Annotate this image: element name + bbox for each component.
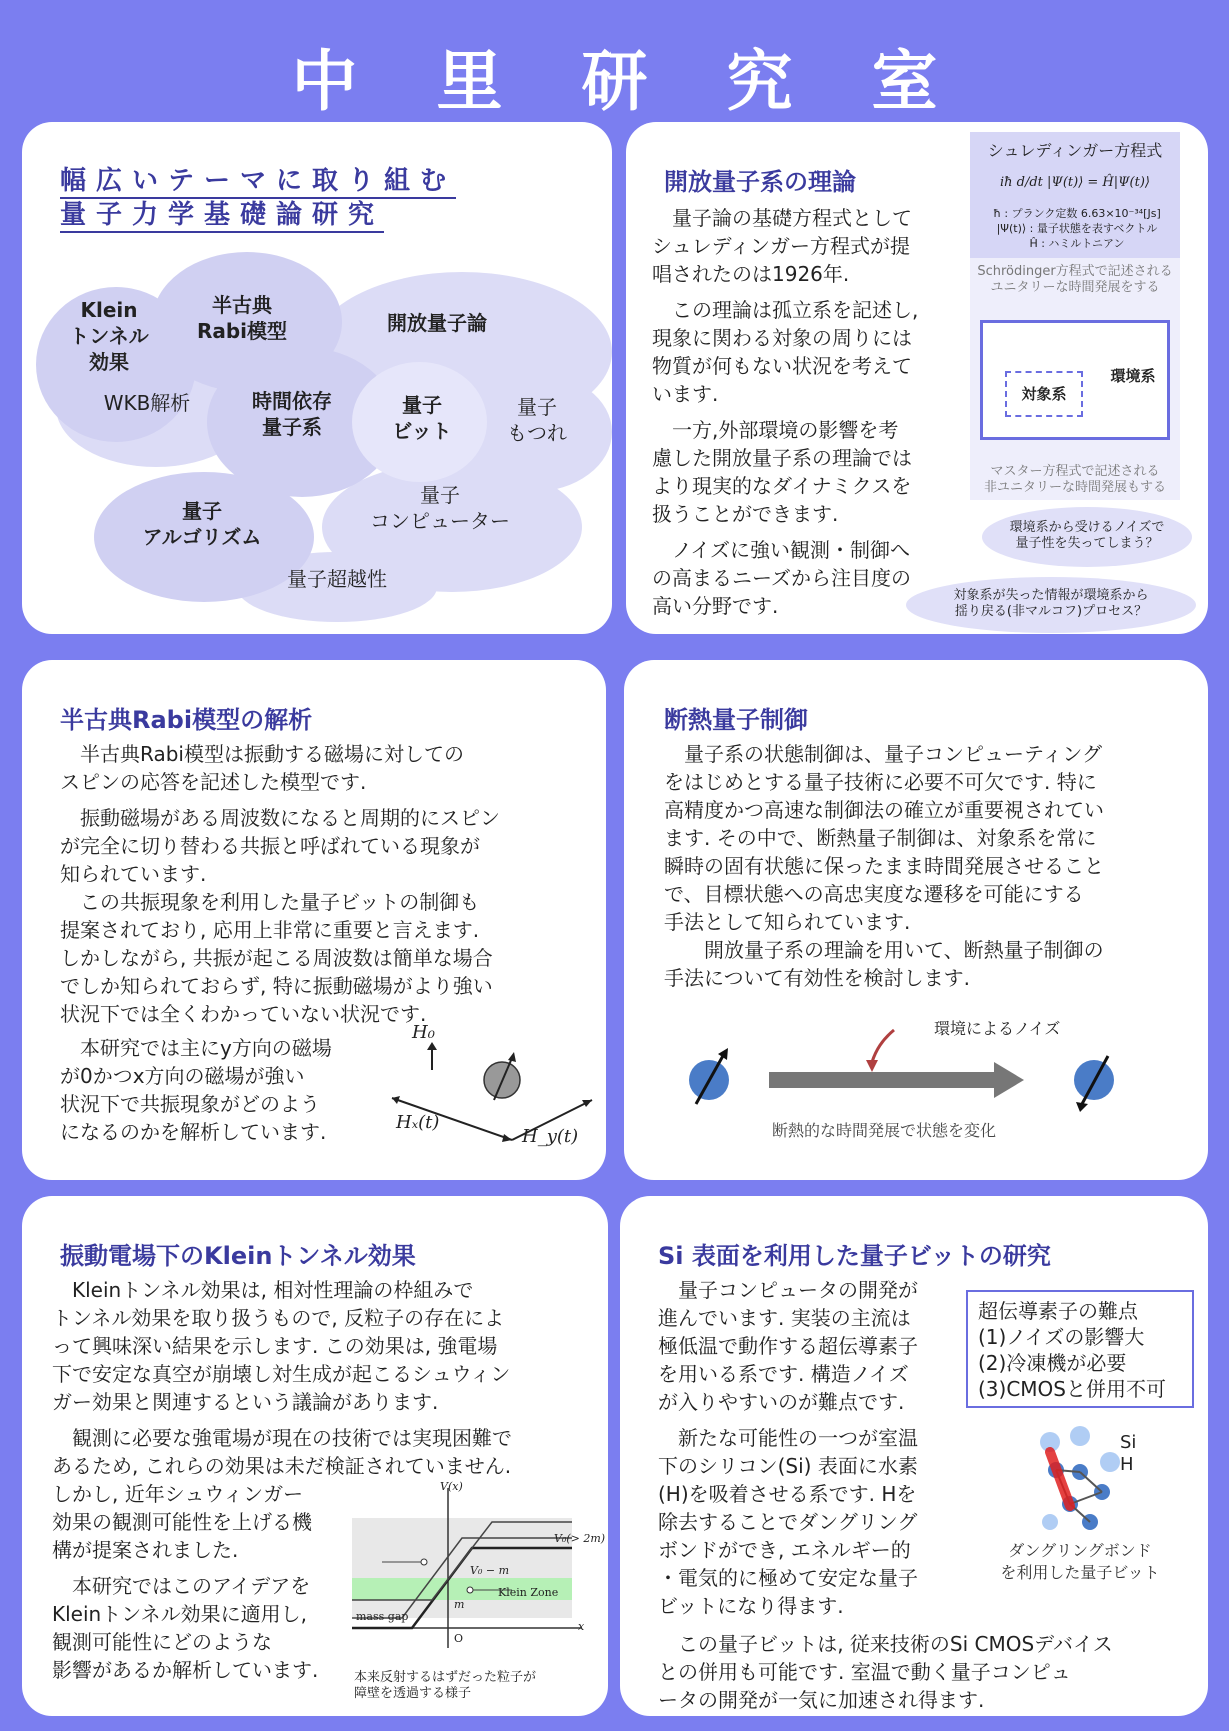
adiabatic-caption: 断熱的な時間発展で状態を変化 [771,1121,996,1140]
panel-si [620,1196,1208,1716]
adiabatic-text: 量子系の状態制御は、量子コンピューティング をはじめとする量子技術に必要不可欠です. 特に 高精度かつ高速な制御法の確立が重要視されてい ます. その中で、断熱量子制御は、対象系を常に 瞬時の固有状態に保ったまま時間発展させること で、目標状態への高忠実度な遷移を可能にする 手法として知られています. 開放量子系の理論を用いて、断熱量子制御の 手法について有効性を検討します. [664,742,1104,990]
si-label: Si [1120,1432,1137,1453]
klein-caption: 本来反射するはずだった粒子が 障壁を透過する様子 [354,1670,537,1701]
klein-para3: 本研究ではこのアイデアを Kleinトンネル効果に適用し, 観測可能性にどのような 影響があるか解析しています. [52,1574,319,1682]
klein-para1: Kleinトンネル効果は, 相対性理論の枠組みで トンネル効果を取り扱うもので, 反粒子の存在によ って興味深い結果を示します. この効果は, 強電場 下で安定な真空が崩壊し対生成が起こるシュウィン ガー効果と関連するという議論があります. [52,1278,511,1414]
open-para1: 量子論の基礎方程式として シュレディンガー方程式が提 唱されたのは1926年. [652,206,912,286]
fig-klein-label: Klein Zone [498,1586,559,1599]
label-hy: H_y(t) [522,1126,579,1147]
topic-klein: Klein トンネル 効果 [69,298,149,374]
panel-themes [22,122,612,634]
fig-v0-label: V₀(> 2m) [554,1532,606,1545]
topic-open: 開放量子論 [387,311,487,335]
topic-supremacy: 量子超越性 [287,567,387,591]
open-para2: この理論は孤立系を記述し, 現象に関わる対象の周りには 物質が何もない状況を考えて います. [652,298,919,406]
environment-box [980,320,1170,440]
superconductor-item-3: (3)CMOSと併用不可 [978,1377,1166,1401]
si-para1: 量子コンピュータの開発が 進んでいます. 実装の主流は 極低温で動作する超伝導素子 を用いる系です. 構造ノイズ が入りやすいのが難点です. [658,1278,918,1414]
equation-title: シュレディンガー方程式 [987,141,1163,160]
topic-wkb: WKB解析 [103,391,191,415]
open-para4: ノイズに強い観測・制御へ の高まるニーズから注目度の 高い分野です. [652,538,911,618]
noise-label: 環境によるノイズ [934,1019,1061,1038]
superconductor-item-2: (2)冷凍機が必要 [978,1351,1127,1375]
si-heading: Si 表面を利用した量子ビットの研究 [658,1242,1051,1270]
rabi-para3: 本研究では主にy方向の磁場 が0かつx方向の磁場が強い 状況下で共振現象がどのよう になるのかを解析しています. [60,1036,332,1144]
panel-open-quantum [626,122,1208,634]
fig-vx-label: V(x) [440,1480,463,1493]
equation-formula: iħ d/dt |Ψ(t)⟩ = Ĥ|Ψ(t)⟩ [1000,175,1150,190]
h-label: H [1120,1454,1134,1475]
environment-label: 環境系 [1110,367,1156,385]
topic-time: 時間依存 量子系 [252,389,332,439]
superconductor-item-1: (1)ノイズの影響大 [978,1325,1145,1349]
klein-heading: 振動電場下のKleinトンネル効果 [60,1242,416,1270]
panel-klein [22,1196,608,1716]
panel-rabi [22,660,606,1180]
cloud-nonmarkov-text: 対象系が失った情報が環境系から 揺り戻る(非マルコフ)プロセス？ [953,588,1149,619]
fig-x-label: x [578,1620,585,1633]
fig-o-label: O [454,1632,464,1645]
topic-algorithm: 量子 アルゴリズム [142,499,262,549]
topic-rabi: 半古典 Rabi模型 [196,293,288,343]
label-hx: Hₓ(t) [396,1112,440,1133]
label-h0: H₀ [412,1022,435,1043]
themes-heading-line2: 量子力学基礎論研究 [60,194,384,233]
panel-adiabatic [624,660,1208,1180]
superconductor-box [966,1290,1194,1408]
fig-m-label: m [454,1598,465,1611]
si-para2: 新たな可能性の一つが室温 下のシリコン(Si) 表面に水素 (H)を吸着させる系です. Hを 除去することでダングリング ボンドができ, エネルギー的 ・電気的に極めて安定な量子 ビットになり得ます. [658,1426,918,1618]
topic-computer: 量子 コンピューター [370,483,510,533]
equation-legend: ħ : プランク定数 6.63×10⁻³⁴[Js] |Ψ(t)⟩ : 量子状態を表すベクトル Ĥ : ハミルトニアン [993,207,1161,250]
adiabatic-diagram [664,1010,1184,1130]
open-para3: 一方,外部環境の影響を考 慮した開放量子系の理論では より現実的なダイナミクスを 扱うことができます. [652,418,912,526]
nonunitary-note: マスター方程式で記述される 非ユニタリーな時間発展もする [983,464,1166,495]
rabi-para1: 半古典Rabi模型は振動する磁場に対しての スピンの応答を記述した模型です. [60,742,464,794]
page-title: 中 里 研 究 室 [291,43,966,120]
fig-mass-label: mass gap [356,1610,409,1623]
themes-heading-line1: 幅広いテーマに取り組む [60,160,456,199]
topic-entangle: 量子 もつれ [507,395,567,445]
topic-qubit: 量子 ビット [392,393,452,443]
si-para3: この量子ビットは, 従来技術のSi CMOSデバイス との併用も可能です. 室温で動く量子コンピュ ータの開発が一気に加速され得ます. [658,1632,1113,1712]
equation-box [970,132,1180,262]
rabi-para2: 振動磁場がある周波数になると周期的にスピン が完全に切り替わる共振と呼ばれている現象が 知られています. この共振現象を利用した量子ビットの制御も 提案されており, 応用上非常に重要と言えます. しかしながら, 共振が起こる周波数は簡単な場合 でしか知られておらず, 特に振動磁場がより強い 状況下では全くわかっていない状況です. [60,806,500,1026]
rabi-heading: 半古典Rabi模型の解析 [60,706,313,734]
adiabatic-heading: 断熱量子制御 [664,706,808,734]
open-quantum-text [652,204,942,628]
unitary-note: Schrödinger方程式で記述される ユニタリーな時間発展をする [977,264,1173,295]
open-quantum-heading: 開放量子系の理論 [664,168,856,196]
spin-diagram [382,1020,602,1180]
fig-v0m-label: V₀ − m [470,1564,509,1577]
superconductor-title: 超伝導素子の難点 [978,1299,1138,1323]
klein-para2: 観測に必要な強電場が現在の技術では実現困難で あるため, これらの効果は未だ検証されていません. しかし, 近年シュウィンガー 効果の観測可能性を上げる機 構が提案されました. [52,1426,512,1562]
cloud-noise-text: 環境系から受けるノイズで 量子性を失ってしまう？ [1009,520,1165,551]
target-label: 対象系 [1021,385,1067,403]
si-text [658,1276,948,1628]
rabi-text [60,740,600,1036]
si-caption: ダングリングボンド を利用した量子ビット [1000,1541,1160,1582]
